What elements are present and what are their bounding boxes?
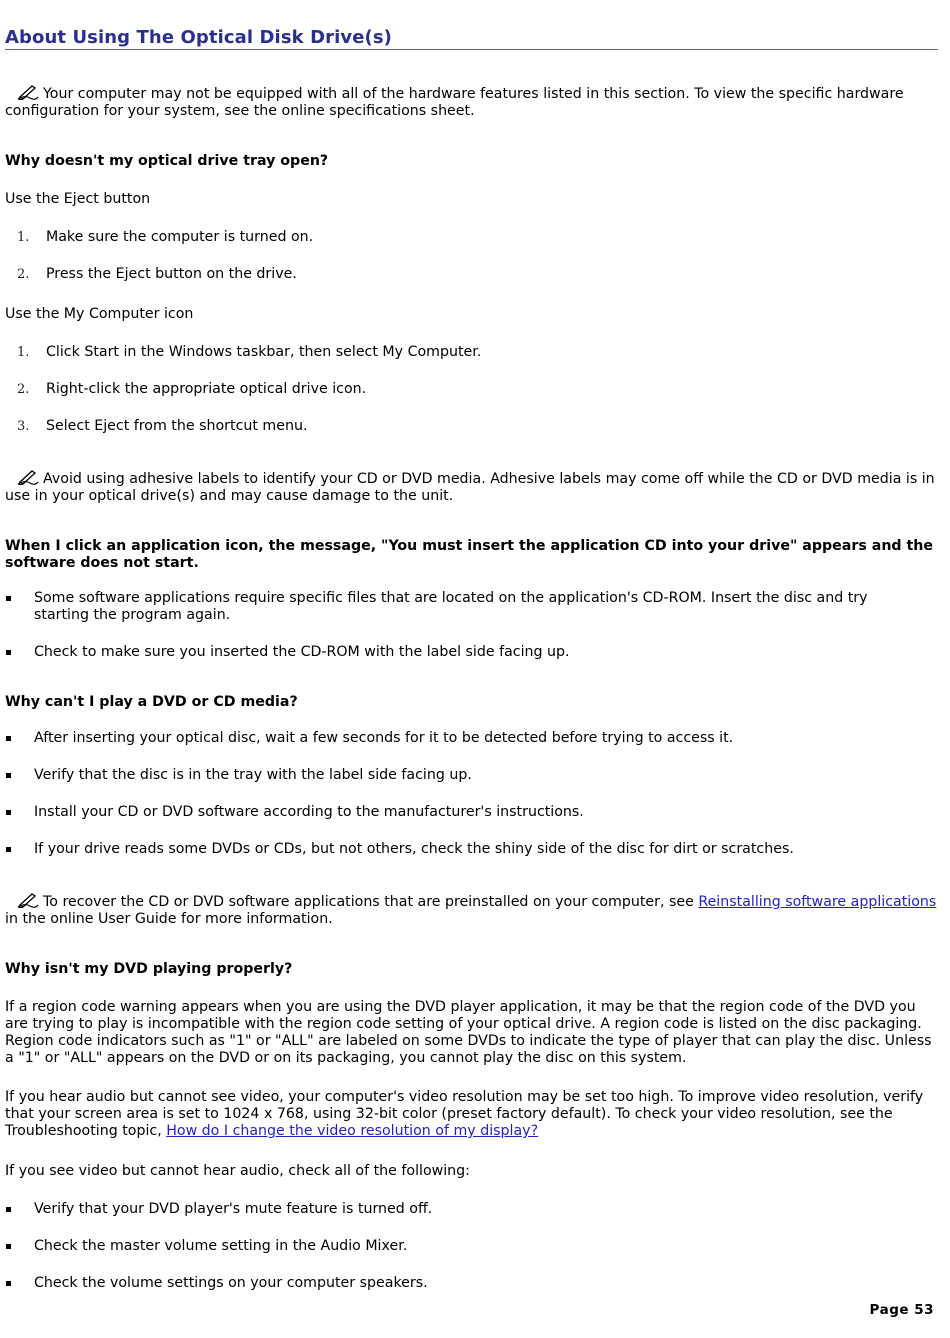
note-pencil-icon xyxy=(17,892,39,908)
region-code-paragraph: If a region code warning appears when you are using the DVD player application, it may be that the region code of the DVD you are trying to play is incompatible with the region code setting of your optical drive. A region code is listed on the disc packaging. Region code indicators such as "1" or "ALL" are labeled on some DVDs to indicate the type of player that can play the disc. Unless a "1" or "ALL" appears on the DVD or on its packaging, you cannot play the disc on this system. xyxy=(5,999,932,1066)
audio-check-intro: If you see video but cannot hear audio, check all of the following: xyxy=(5,1163,470,1179)
list-item xyxy=(0,381,950,398)
list-item xyxy=(0,730,950,747)
bullet-marker xyxy=(6,650,11,655)
page-title: About Using The Optical Disk Drive(s) xyxy=(5,27,392,48)
step-text: Make sure the computer is turned on. xyxy=(46,229,314,245)
step-number: 3. xyxy=(17,419,30,434)
list-item xyxy=(0,1238,950,1255)
note-pencil-icon xyxy=(17,469,39,485)
reinstalling-software-link[interactable]: Reinstalling software applications xyxy=(698,894,937,910)
note-text: in the online User Guide for more information. xyxy=(5,911,333,927)
bullet-text: Check the volume settings on your computer speakers. xyxy=(34,1275,428,1291)
video-resolution-link[interactable]: How do I change the video resolution of my display? xyxy=(166,1123,539,1139)
eject-button-intro: Use the Eject button xyxy=(5,191,151,207)
video-resolution-paragraph xyxy=(5,1089,940,1140)
bullet-marker xyxy=(6,773,11,778)
list-item xyxy=(0,767,950,784)
note-text: Your computer may not be equipped with all of the hardware features listed in this section. To view the specific hardware configuration for your system, see the online specifications sheet. xyxy=(5,86,904,119)
page-number: Page 53 xyxy=(869,1302,934,1318)
question-heading-application-cd: When I click an application icon, the message, "You must insert the application CD into your drive" appears and the software does not start. xyxy=(5,538,934,571)
list-item xyxy=(0,644,950,661)
note-text: To recover the CD or DVD software applications that are preinstalled on your computer, see xyxy=(43,894,699,910)
question-heading-cant-play: Why can't I play a DVD or CD media? xyxy=(5,694,298,710)
title-divider xyxy=(5,49,938,50)
step-text: Press the Eject button on the drive. xyxy=(46,266,297,282)
question-heading-dvd-playing: Why isn't my DVD playing properly? xyxy=(5,961,293,977)
list-item xyxy=(0,266,950,283)
list-item xyxy=(0,590,950,626)
bullet-text: Verify that your DVD player's mute feature is turned off. xyxy=(34,1201,433,1217)
bullet-text: Some software applications require specific files that are located on the application's CD-ROM. Insert the disc and try starting the program again. xyxy=(34,590,868,623)
step-number: 1. xyxy=(17,230,30,245)
step-number: 1. xyxy=(17,345,30,360)
bullet-marker xyxy=(6,1244,11,1249)
bullet-marker xyxy=(6,1207,11,1212)
bullet-marker xyxy=(6,847,11,852)
bullet-text: Install your CD or DVD software according to the manufacturer's instructions. xyxy=(34,804,584,820)
note-adhesive-labels xyxy=(5,469,940,505)
list-item xyxy=(0,1201,950,1218)
list-item xyxy=(0,344,950,361)
list-item xyxy=(0,1275,950,1292)
bullet-marker xyxy=(6,810,11,815)
note-hardware xyxy=(5,84,940,120)
bullet-marker xyxy=(6,596,11,601)
list-item xyxy=(0,841,950,858)
bullet-text: Check to make sure you inserted the CD-ROM with the label side facing up. xyxy=(34,644,570,660)
question-heading-tray: Why doesn't my optical drive tray open? xyxy=(5,153,329,169)
list-item xyxy=(0,229,950,246)
list-item xyxy=(0,804,950,821)
my-computer-intro: Use the My Computer icon xyxy=(5,306,194,322)
bullet-marker xyxy=(6,736,11,741)
step-number: 2. xyxy=(17,382,30,397)
step-number: 2. xyxy=(17,267,30,282)
bullet-text: If your drive reads some DVDs or CDs, but not others, check the shiny side of the disc for dirt or scratches. xyxy=(34,841,794,857)
list-item xyxy=(0,418,950,435)
step-text: Select Eject from the shortcut menu. xyxy=(46,418,308,434)
paragraph-text: If you hear audio but cannot see video, your computer's video resolution may be set too high. To improve video resolution, verify that your screen area is set to 1024 x 768, using 32-bit color (preset factory default). To check your video resolution, see the Troubleshooting topic, xyxy=(5,1089,924,1139)
bullet-text: After inserting your optical disc, wait a few seconds for it to be detected before trying to access it. xyxy=(34,730,734,746)
step-text: Click Start in the Windows taskbar, then select My Computer. xyxy=(46,344,482,360)
bullet-text: Check the master volume setting in the Audio Mixer. xyxy=(34,1238,408,1254)
bullet-text: Verify that the disc is in the tray with the label side facing up. xyxy=(34,767,472,783)
note-text: Avoid using adhesive labels to identify your CD or DVD media. Adhesive labels may come off while the CD or DVD media is in use in your optical drive(s) and may cause damage to the unit. xyxy=(5,471,935,504)
bullet-marker xyxy=(6,1281,11,1286)
note-pencil-icon xyxy=(17,84,39,100)
note-recover-software xyxy=(5,892,940,928)
step-text: Right-click the appropriate optical drive icon. xyxy=(46,381,367,397)
